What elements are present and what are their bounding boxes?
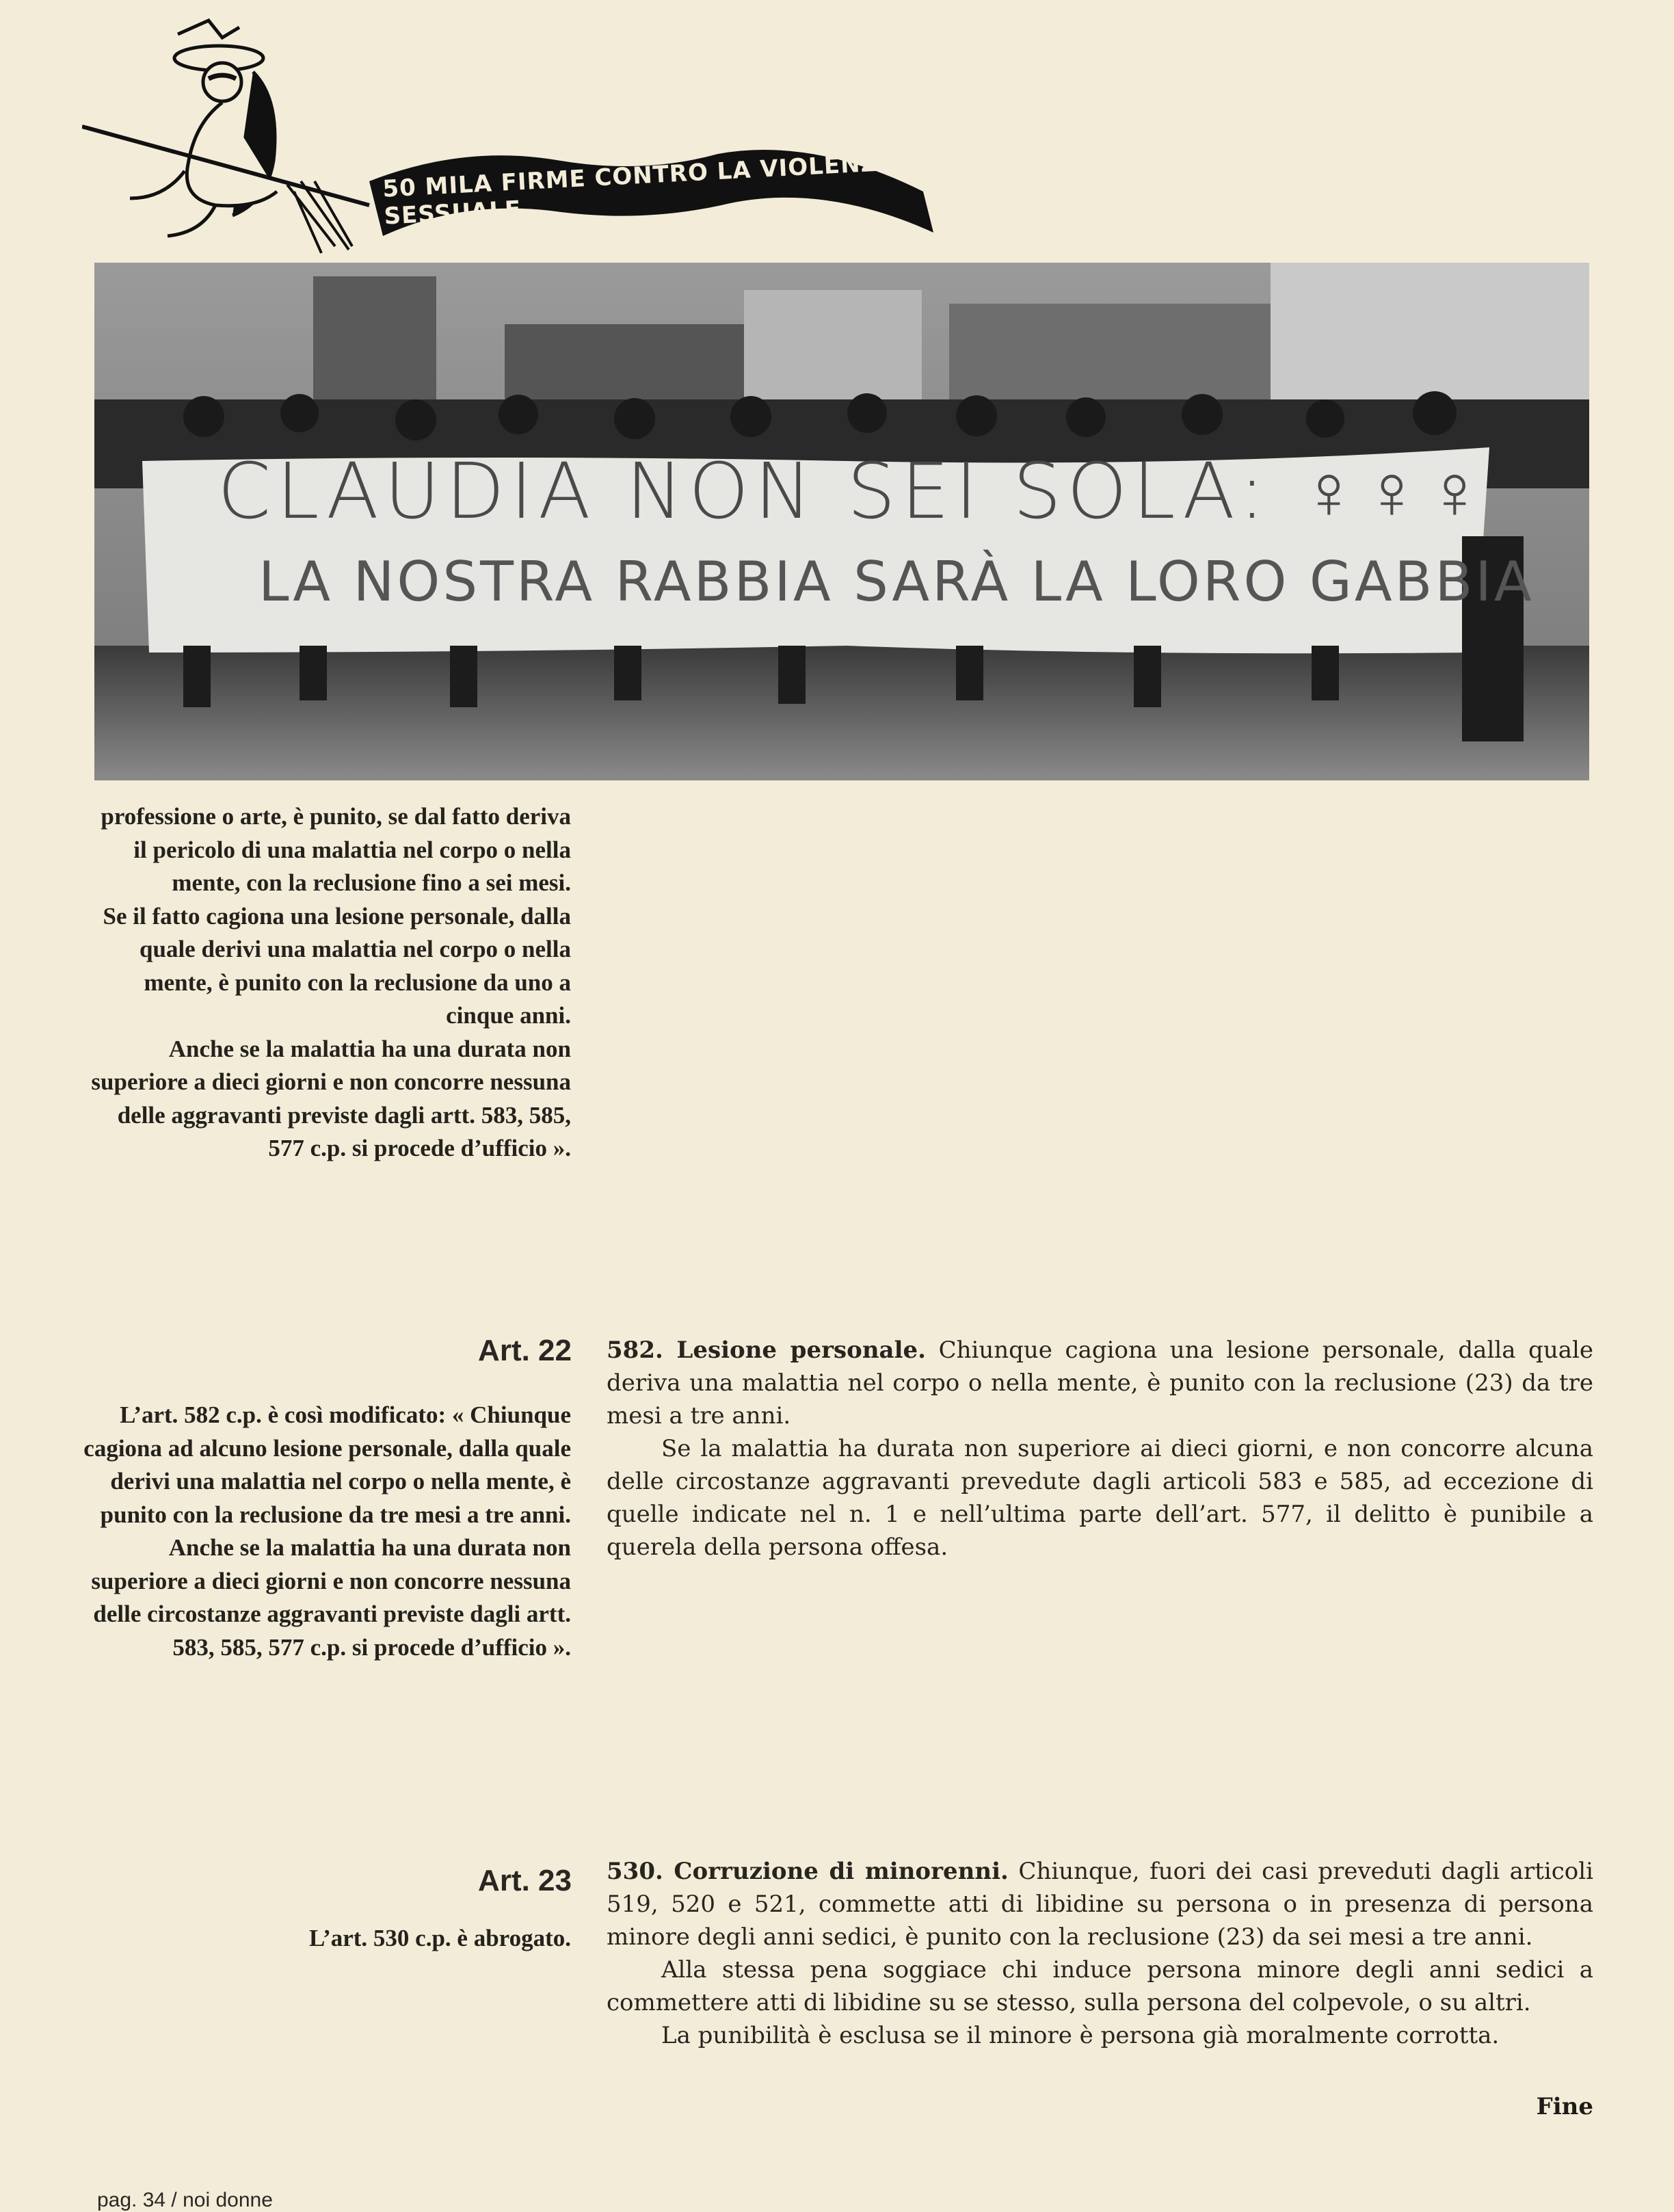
protest-banner-line2: LA NOSTRA RABBIA SARÀ LA LORO GABBIA — [258, 550, 1534, 614]
code-530-title: 530. Corruzione di minorenni. — [607, 1858, 1009, 1885]
left-paragraph: L’art. 582 c.p. è così modificato: « Chiunque cagiona ad alcuno lesione personale, dalla quale derivi una malattia nel corpo o nella mente, è punito con la reclusione da tre mesi a tre anni. — [83, 1401, 571, 1528]
protest-banner-line1: CLAUDIA NON SEI SOLA: ♀♀♀ — [217, 447, 1489, 536]
code-530-text: Chiunque, fuori dei casi preveduti dagli articoli 519, 520 e 521, commette atti di libidine su persona o in presenza di persona minore degli anni sedici, è punito con la reclusione (23) da sei mesi a tre anni. — [607, 1858, 1593, 1951]
witch-illustration-icon — [82, 21, 369, 253]
left-column-top — [82, 800, 571, 1166]
header-illustration — [82, 7, 971, 267]
end-marker: Fine — [1536, 2093, 1593, 2120]
code-530-paragraph: La punibilità è esclusa se il minore è persona già moralmente corrotta. — [661, 2022, 1500, 2049]
article-23-heading: Art. 23 — [478, 1864, 572, 1897]
protest-photo — [94, 263, 1589, 780]
banner-text: 50 MILA FIRME CONTRO LA VIOLENZA SESSUALE — [382, 148, 898, 231]
left-paragraph: Se il fatto cagiona una lesione personale, dalla quale derivi una malattia nel corpo o nella mente, è punito con la reclusione da uno a cinque anni. — [103, 902, 571, 1029]
code-530-block — [607, 1855, 1593, 2052]
left-paragraph: Anche se la malattia ha una durata non superiore a dieci giorni e non concorre nessuna delle aggravanti previste dagli artt. 583, 585, 577 c.p. si procede d’ufficio ». — [91, 1035, 571, 1161]
code-582-text: Chiunque cagiona una lesione personale, dalla quale deriva una malattia nel corpo o nella mente, è punito con la reclusione (23) da tre mesi a tre anni. — [607, 1337, 1593, 1430]
code-530-paragraph: Alla stessa pena soggiace chi induce persona minore degli anni sedici a commettere atti di libidine su se stesso, sulla persona del colpevole, o su altri. — [607, 1956, 1593, 2016]
article-22-text — [82, 1399, 571, 1664]
code-582-title: 582. Lesione personale. — [607, 1337, 926, 1364]
article-22-heading: Art. 22 — [478, 1334, 572, 1367]
code-582-paragraph: Se la malattia ha durata non superiore ai dieci giorni, e non concorre alcuna delle circostanze aggravanti prevedute dagli articoli 583 e 585, ad eccezione di quelle indicate nel n. 1 e nell’ultima parte dell’art. 577, il delitto è punibile a querela della persona offesa. — [607, 1435, 1593, 1561]
code-582-block — [607, 1334, 1593, 1564]
page-footer: pag. 34 / noi donne — [97, 2189, 273, 2211]
left-paragraph: professione o arte, è punito, se dal fatto deriva il pericolo di una malattia nel corpo o nella mente, con la reclusione fino a sei mesi. — [101, 803, 571, 896]
left-paragraph: Anche se la malattia ha una durata non superiore a dieci giorni e non concorre nessuna delle circostanze aggravanti previste dagli artt. 583, 585, 577 c.p. si procede d’ufficio ». — [91, 1534, 571, 1661]
article-23-text: L’art. 530 c.p. è abrogato. — [308, 1925, 571, 1951]
